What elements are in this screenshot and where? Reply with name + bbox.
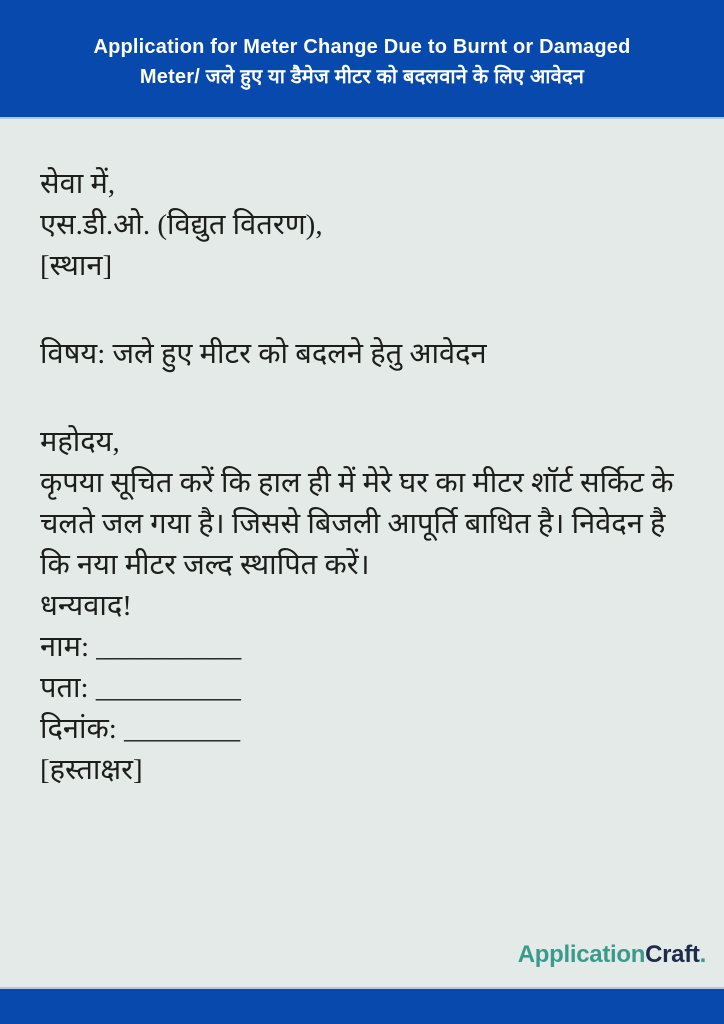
header-banner bbox=[0, 0, 724, 119]
letter-line: नाम: __________ bbox=[40, 631, 242, 663]
letter-line: कि नया मीटर जल्द स्थापित करें। bbox=[40, 549, 370, 581]
letter-line: सेवा में, bbox=[40, 168, 116, 200]
letter-line: [हस्ताक्षर] bbox=[40, 754, 143, 786]
brand-logo bbox=[518, 938, 706, 972]
brand-name-secondary: Craft bbox=[645, 941, 700, 968]
letter-line: चलते जल गया है। जिससे बिजली आपूर्ति बाधित है। निवेदन है bbox=[40, 508, 666, 540]
letter-blank-line bbox=[40, 375, 704, 422]
letter-line: महोदय, bbox=[40, 426, 120, 458]
letter-body bbox=[40, 119, 704, 791]
brand-name-primary: Application bbox=[517, 941, 646, 968]
letter-line: [स्थान] bbox=[40, 250, 113, 282]
page-title-line-2: Meter/ जले हुए या डैमेज मीटर को बदलवाने के लिए आवेदन bbox=[139, 65, 585, 88]
letter-line: विषय: जले हुए मीटर को बदलने हेतु आवेदन bbox=[40, 338, 487, 370]
letter-line: एस.डी.ओ. (विद्युत वितरण), bbox=[40, 209, 323, 241]
brand-dot: . bbox=[699, 941, 706, 968]
letter-line: दिनांक: ________ bbox=[40, 713, 241, 745]
letter-line: धन्यवाद! bbox=[40, 590, 132, 622]
letter-line: कृपया सूचित करें कि हाल ही में मेरे घर का मीटर शॉर्ट सर्किट के bbox=[40, 467, 674, 499]
letter-blank-line bbox=[40, 287, 704, 334]
letter-line: पता: __________ bbox=[40, 672, 241, 704]
footer-band bbox=[0, 987, 724, 1024]
page-title-line-1: Application for Meter Change Due to Burnt or Damaged bbox=[93, 35, 631, 58]
